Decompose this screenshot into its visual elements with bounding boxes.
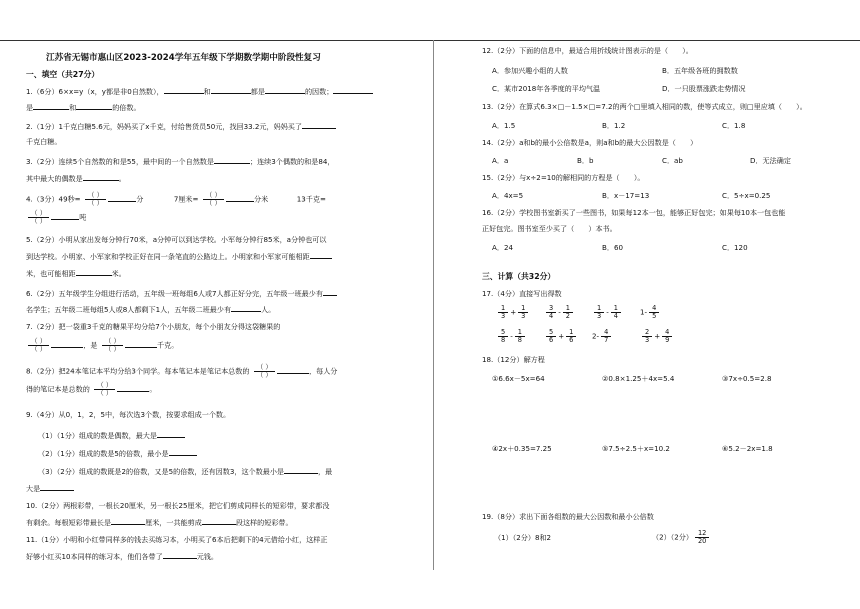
q17-item: $\frac{1}{3}$ - $\frac{1}{4}$ — [592, 305, 623, 320]
q18-equation-4: ④2x＋0.35=7.25 — [492, 444, 552, 453]
q13-option-a: A．1.5 — [492, 121, 516, 130]
question-18: 18.（12分）解方程 — [482, 355, 545, 364]
q15-option-c: C．5÷x=0.25 — [722, 191, 771, 200]
q18-equation-1: ①6.6x－5x=64 — [492, 374, 545, 383]
q15-option-b: B．x－17=13 — [602, 191, 650, 200]
q19-part2: （2）（2分） $\frac{12}{20}$ — [652, 530, 711, 545]
question-4: 4.（3分）49秒= $\frac{( )}{( )}$ 分 7厘米= $\frac{( )}{( )}$ 分米 13千克= — [26, 191, 326, 207]
q17-item: $\frac{3}{4}$ - $\frac{1}{2}$ — [544, 305, 575, 320]
question-5-line3: 米，也可能相距 米。 — [26, 269, 126, 278]
q18-equation-3: ③7x÷0.5=2.8 — [722, 374, 772, 383]
q17-item: $\frac{5}{8}$ - $\frac{1}{8}$ — [496, 329, 527, 344]
q14-option-c: C．ab — [662, 156, 683, 165]
fraction-blank: $\frac{( )}{( )}$ — [94, 382, 115, 397]
question-2-line2: 千克白糖。 — [26, 137, 62, 146]
q19-part1: （1）（2分）8和2 — [494, 533, 552, 542]
q17-item: $\frac{5}{6}$ + $\frac{1}{6}$ — [544, 329, 578, 344]
question-5-line2: 到达学校。小明家、小军家和学校正好在同一条笔直的公路边上。小明家和小军家可能相距 — [26, 251, 332, 261]
question-16: 16.（2分）学校图书室新买了一些图书，如果每12本一包，能够正好包完；如果每10本一包也能 — [482, 208, 786, 217]
question-6-line2: 名学生；五年级二班每组5人或8人都剩下1人，五年级二班最少有 人。 — [26, 305, 276, 314]
question-9-part3: （3）（2分）组成的数既是2的倍数，又是5的倍数，还有因数3，这个数最小是 ，最 — [38, 467, 333, 476]
q15-option-a: A．4x=5 — [492, 191, 524, 200]
question-13: 13.（2分）在算式6.3×□－1.5×□=7.2的两个□里填入相同的数，使等式成立，则□里应填（ ）。 — [482, 102, 807, 111]
q12-option-b: B．五年级各班的拥数数 — [662, 66, 738, 75]
q17-item: $\frac{1}{3}$ + $\frac{1}{3}$ — [496, 305, 530, 320]
q16-option-b: B．60 — [602, 243, 623, 252]
question-3-line2: 其中最大的偶数是 。 — [26, 174, 126, 183]
page-title: 江苏省无锡市惠山区2023-2024学年五年级下学期数学期中阶段性复习 — [46, 53, 321, 63]
question-7-line2: $\frac{( )}{( )}$ ，是 $\frac{( )}{( )}$ 千克。 — [26, 338, 178, 353]
question-8: 8.（2分）把24本笔记本平均分给3个同学。每本笔记本是笔记本总数的 $\frac{( )}{( )}$ ，每人分 — [26, 363, 338, 379]
question-8-line2: 得的笔记本是总数的 $\frac{( )}{( )}$ 。 — [26, 381, 157, 397]
question-7: 7.（2分）把一袋重3千克的糖果平均分给7个小朋友，每个小朋友分得这袋糖果的 — [26, 322, 281, 331]
question-5: 5.（2分）小明从家出发每分钟行70米，a分钟可以到达学校。小军每分钟行85米，a分钟也可以 — [26, 235, 327, 244]
q16-option-a: A．24 — [492, 243, 513, 252]
q12-option-a: A．参加兴趣小组的人数 — [492, 66, 568, 75]
q16-option-c: C．120 — [722, 243, 748, 252]
question-9-part2: （2）（1分）组成的数是5的倍数，最小是 — [38, 448, 197, 458]
fraction-blank: $\frac{( )}{( )}$ — [28, 210, 49, 225]
fraction-blank: $\frac{( )}{( )}$ — [254, 364, 275, 379]
question-11: 11.（1分）小明和小红带同样多的钱去买练习本，小明买了6本后把剩下的4元借给小红，这样正 — [26, 535, 328, 544]
fraction-blank: $\frac{( )}{( )}$ — [102, 338, 123, 353]
q14-option-d: D．无法确定 — [750, 156, 791, 165]
question-16-line2: 正好包完。图书室至少买了（ ）本书。 — [482, 224, 617, 233]
question-10-line2: 有剩余。每根短彩带最长是 厘米，一共能剪成 段这样的短彩带。 — [26, 518, 293, 527]
section-calculation: 三、计算（共32分） — [482, 272, 556, 281]
question-1: 1.（6分）6×x=y（x，y都是非0自然数）， 和 都是 的因数； — [26, 86, 373, 96]
question-14: 14.（2分）a和b的最小公倍数是a，则a和b的最大公因数是（ ） — [482, 138, 698, 147]
fraction-blank: $\frac{( )}{( )}$ — [203, 192, 224, 207]
q17-item: 2- $\frac{4}{7}$ — [592, 329, 613, 344]
question-2: 2.（1分）1千克白糖5.6元，妈妈买了x千克，付给售货员50元，找回33.2元，妈妈买了 — [26, 121, 336, 131]
q13-option-b: B．1.2 — [602, 121, 626, 130]
q17-item: $\frac{2}{3}$ + $\frac{4}{9}$ — [640, 329, 674, 344]
fraction-blank: $\frac{( )}{( )}$ — [85, 192, 106, 207]
question-9-part3-line2: 大是 — [26, 483, 74, 493]
q17-item: 1- $\frac{4}{5}$ — [640, 305, 661, 320]
question-1-line2: 是 和 的倍数。 — [26, 103, 141, 112]
section-fill-in: 一、填空（共27分） — [26, 70, 100, 79]
column-divider — [433, 40, 434, 570]
fraction-blank: $\frac{( )}{( )}$ — [28, 338, 49, 353]
top-rule — [0, 40, 860, 41]
question-9-part1: （1）（1分）组成的数是偶数，最大是 — [38, 430, 185, 440]
question-6: 6.（2分）五年级学生分组进行活动，五年级一班每组6人或7人都正好分完，五年级一班最少有 — [26, 288, 337, 298]
q18-equation-6: ⑥5.2－2x=1.8 — [722, 444, 773, 453]
question-10: 10.（2分）两根彩带，一根长20厘米，另一根长25厘米，把它们剪成同样长的短彩带，要求都没 — [26, 501, 330, 510]
question-12: 12.（2分）下面的信息中，最适合用折线统计图表示的是（ ）。 — [482, 46, 693, 55]
question-17: 17.（4分）直接写出得数 — [482, 289, 562, 298]
q12-option-d: D．一只股票涨跌走势情况 — [662, 84, 746, 93]
q18-equation-5: ⑤7.5÷2.5＋x=10.2 — [602, 444, 670, 453]
q14-option-a: A．a — [492, 156, 509, 165]
question-9: 9.（4分）从0，1，2，5中，每次选3个数，按要求组成一个数。 — [26, 410, 231, 419]
question-11-line2: 好够小红买10本同样的练习本，他们各带了 元钱。 — [26, 552, 218, 561]
question-15: 15.（2分）与x÷2=10的解相同的方程是（ ）。 — [482, 173, 645, 182]
question-3: 3.（2分）连续5个自然数的和是55，最中间的一个自然数是 ；连续3个偶数的和是84， — [26, 157, 335, 166]
q13-option-c: C．1.8 — [722, 121, 746, 130]
q12-option-c: C．某市2018年各季度的平均气温 — [492, 84, 601, 93]
q18-equation-2: ②0.8×1.25＋4x=5.4 — [602, 374, 675, 383]
question-19: 19.（8分）求出下面各组数的最大公因数和最小公倍数 — [482, 512, 654, 521]
question-4-line2: $\frac{( )}{( )}$ 吨 — [26, 210, 86, 225]
q14-option-b: B．b — [577, 156, 594, 165]
